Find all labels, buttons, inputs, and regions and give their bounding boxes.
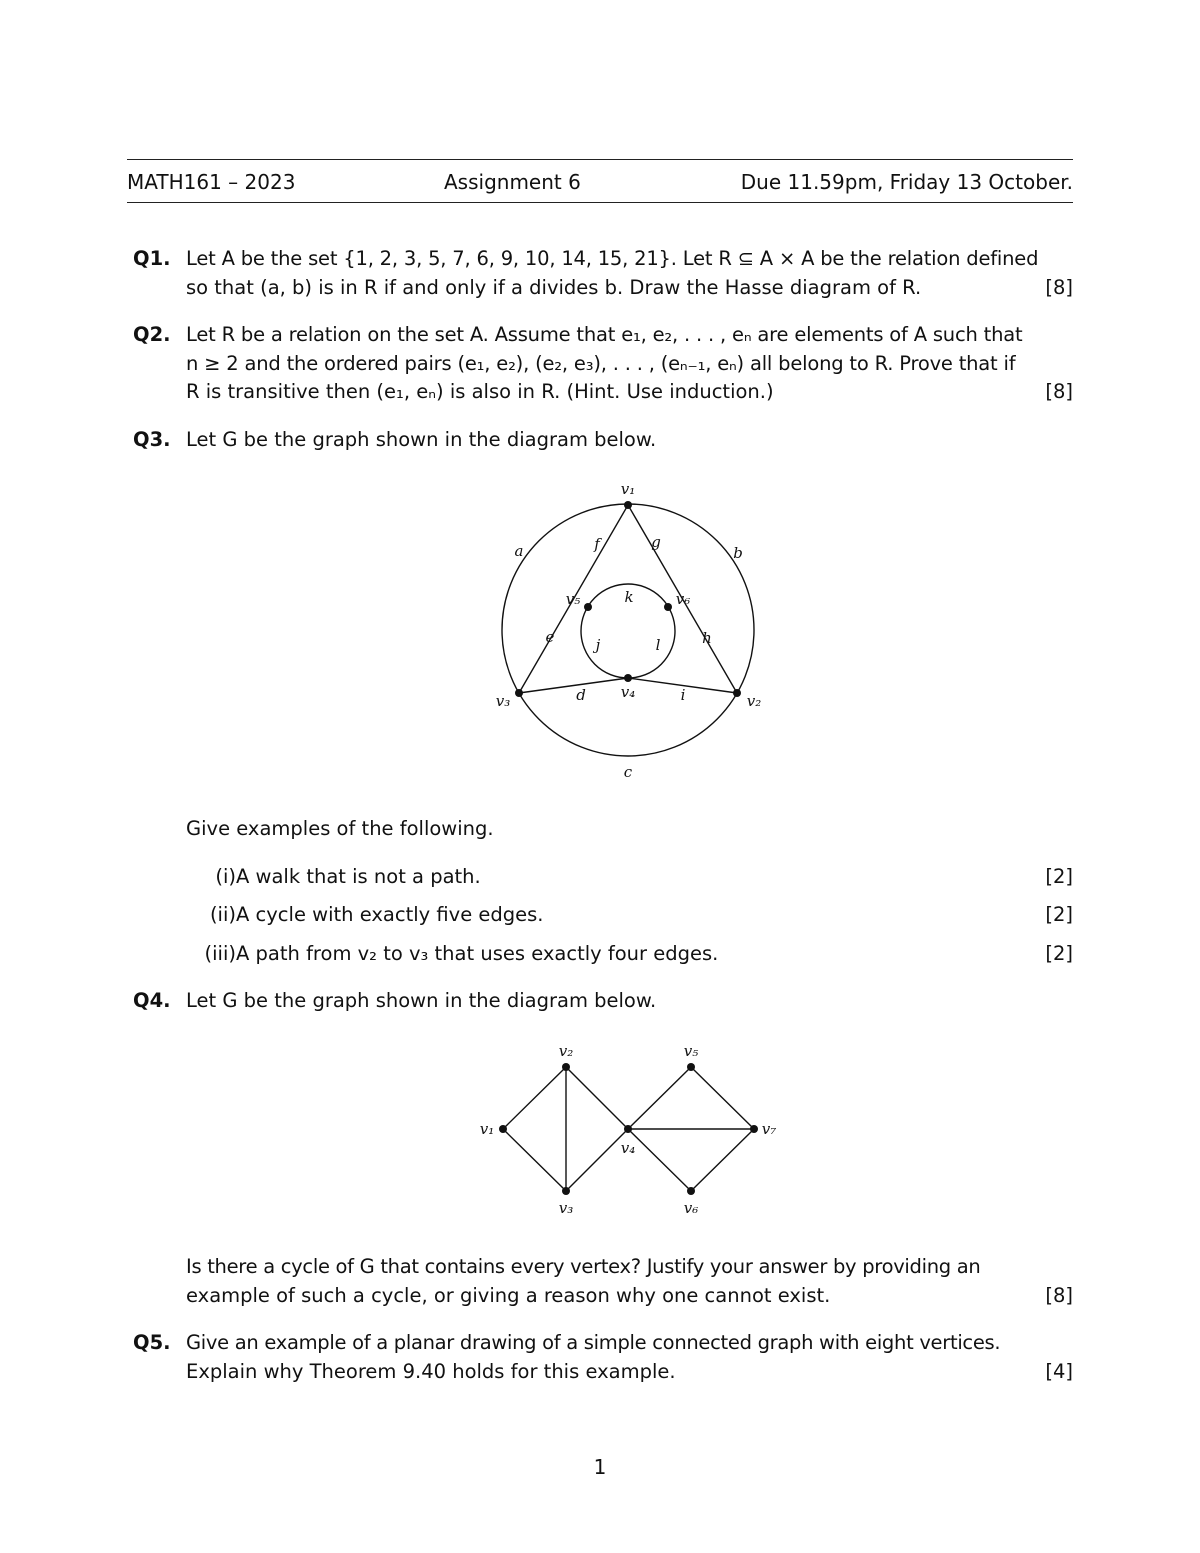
question-1-marks: [8]	[1045, 275, 1073, 299]
vertex-v3	[562, 1187, 570, 1195]
label-v7: v₇	[761, 1120, 777, 1138]
question-2	[133, 321, 1073, 407]
question-3-intro	[133, 815, 1073, 844]
label-v6: v₆	[675, 590, 691, 608]
vertex-v6	[687, 1187, 695, 1195]
question-1-line-2: so that (a, b) is in R if and only if a divides b. Draw the Hasse diagram of R.	[186, 275, 922, 299]
question-1-label: Q1.	[133, 247, 171, 270]
part-i-number: (i)	[215, 865, 236, 888]
label-c: c	[623, 763, 633, 781]
vertex-v3	[515, 689, 523, 697]
course-code: MATH161 – 2023	[127, 170, 296, 194]
question-4-line-1: Let G be the graph shown in the diagram below.	[186, 989, 657, 1012]
question-2-line-3: R is transitive then (e₁, eₙ) is also in R. (Hint. Use induction.)	[186, 380, 774, 403]
outer-circle-edges-a-b-c	[502, 504, 754, 756]
question-4-marks: [8]	[1045, 1283, 1073, 1307]
edge-v5-v7	[691, 1067, 754, 1129]
label-h: h	[702, 629, 712, 647]
label-i: i	[680, 686, 686, 704]
edge-v2-v4	[566, 1067, 628, 1129]
question-5	[133, 1329, 1073, 1386]
vertex-v5	[584, 603, 592, 611]
label-v5: v₅	[683, 1042, 699, 1060]
label-v1: v₁	[620, 480, 636, 498]
label-v2: v₂	[558, 1042, 574, 1060]
question-2-line-3-wrap	[186, 378, 1073, 407]
question-2-line-1: Let R be a relation on the set A. Assume that e₁, e₂, . . . , eₙ are elements of A such that	[186, 323, 1023, 346]
assignment-title: Assignment 6	[444, 170, 581, 194]
part-iii-marks: [2]	[1045, 942, 1073, 965]
question-1-line-2-wrap	[186, 274, 1073, 303]
label-b: b	[733, 544, 743, 562]
part-ii-text: A cycle with exactly five edges.	[236, 903, 544, 926]
question-3-line-1: Let G be the graph shown in the diagram below.	[186, 428, 657, 451]
label-f: f	[594, 535, 600, 553]
question-2-line-2: n ≥ 2 and the ordered pairs (e₁, e₂), (e₂, e₃), . . . , (eₙ₋₁, eₙ) all belong to R. Prove that if	[186, 351, 1016, 375]
header-bottom-rule	[127, 202, 1073, 203]
question-4	[133, 987, 1073, 1016]
label-v3: v₃	[495, 692, 511, 710]
question-5-line-1: Give an example of a planar drawing of a simple connected graph with eight vertices.	[186, 1331, 1001, 1354]
vertex-v2	[733, 689, 741, 697]
vertex-v4	[624, 674, 632, 682]
label-e: e	[545, 628, 555, 646]
vertex-v4	[624, 1125, 632, 1133]
vertex-v6	[664, 603, 672, 611]
q4-graph-diagram	[470, 1035, 790, 1225]
q3-graph-diagram	[480, 470, 780, 790]
question-1-line-1: Let A be the set {1, 2, 3, 5, 7, 6, 9, 10, 14, 15, 21}. Let R ⊆ A × A be the relation defined	[186, 247, 1039, 270]
question-5-marks: [4]	[1045, 1359, 1073, 1383]
label-v4: v₄	[620, 1139, 636, 1157]
label-v1: v₁	[479, 1120, 495, 1138]
vertex-v2	[562, 1063, 570, 1071]
question-3-label: Q3.	[133, 428, 171, 451]
edge-v3-v4	[566, 1129, 628, 1191]
label-a: a	[514, 542, 524, 560]
vertex-v1	[499, 1125, 507, 1133]
label-k: k	[624, 588, 634, 606]
page-number: 1	[593, 1455, 607, 1479]
vertex-v5	[687, 1063, 695, 1071]
question-4-label: Q4.	[133, 989, 171, 1012]
label-v2: v₂	[746, 692, 762, 710]
question-3	[133, 426, 1073, 455]
edge-v4-v6	[628, 1129, 691, 1191]
part-iii-text: A path from v₂ to v₃ that uses exactly four edges.	[236, 942, 719, 965]
label-v6: v₆	[683, 1199, 699, 1217]
edge-v1-v3	[503, 1129, 566, 1191]
question-1	[133, 245, 1073, 302]
label-j: j	[595, 636, 601, 654]
due-date: Due 11.59pm, Friday 13 October.	[740, 170, 1073, 194]
edge-v6-v7	[691, 1129, 754, 1191]
question-4-body	[133, 1253, 1073, 1310]
vertex-v7	[750, 1125, 758, 1133]
edge-v1-v2	[503, 1067, 566, 1129]
question-5-label: Q5.	[133, 1331, 171, 1354]
part-iii-number: (iii)	[204, 942, 236, 965]
part-i-text: A walk that is not a path.	[236, 865, 481, 888]
question-4-text-1: Is there a cycle of G that contains every vertex? Justify your answer by providing an	[186, 1255, 981, 1278]
vertex-v1	[624, 501, 632, 509]
question-3-intro-text: Give examples of the following.	[186, 817, 494, 840]
label-v5: v₅	[565, 590, 581, 608]
part-ii-number: (ii)	[209, 903, 236, 926]
question-4-text-2: example of such a cycle, or giving a reason why one cannot exist.	[186, 1283, 831, 1307]
header-top-rule	[127, 159, 1073, 160]
label-v3: v₃	[558, 1199, 574, 1217]
part-i-marks: [2]	[1045, 865, 1073, 888]
label-v4: v₄	[620, 683, 636, 701]
edge-d	[519, 678, 628, 693]
part-ii-marks: [2]	[1045, 903, 1073, 926]
label-g: g	[651, 533, 661, 551]
question-5-line-2-wrap	[186, 1358, 1073, 1387]
label-d: d	[576, 686, 586, 704]
question-4-text-2-wrap	[186, 1282, 1073, 1311]
edge-v4-v5	[628, 1067, 691, 1129]
question-5-line-2: Explain why Theorem 9.40 holds for this example.	[186, 1359, 676, 1383]
question-2-label: Q2.	[133, 323, 171, 346]
question-2-marks: [8]	[1045, 380, 1073, 403]
label-l: l	[655, 636, 661, 654]
